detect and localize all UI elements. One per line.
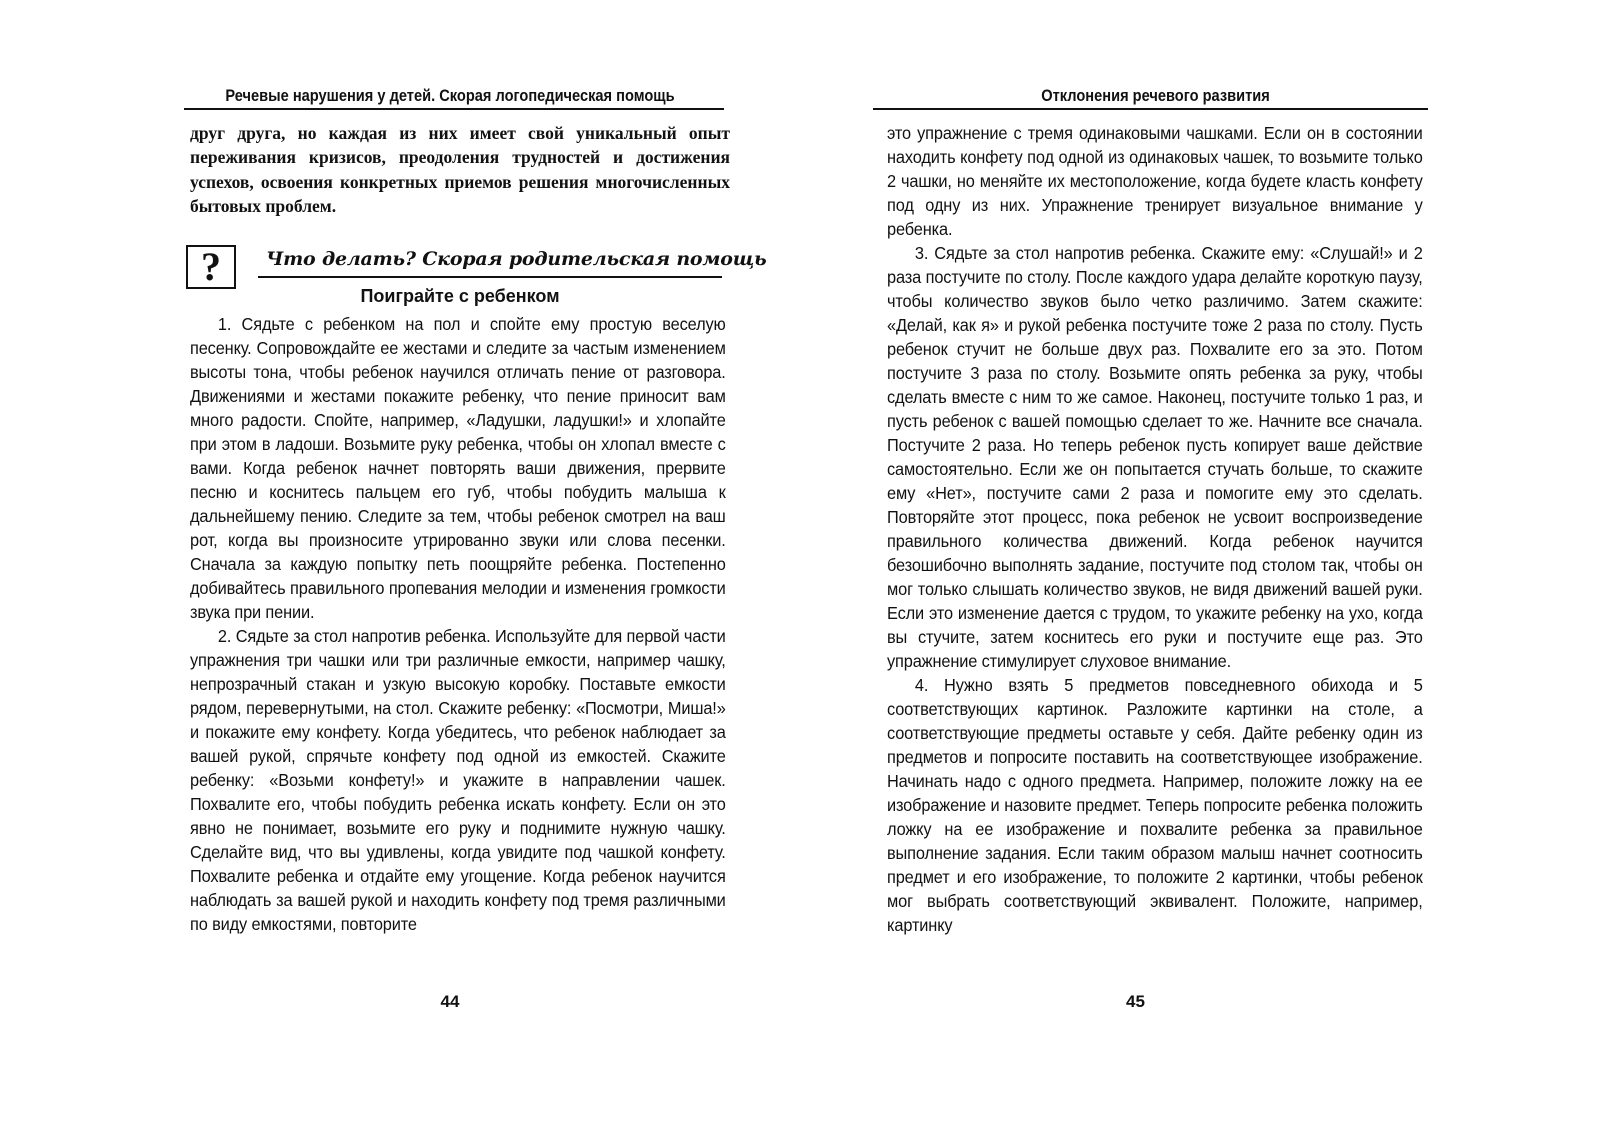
page-number: 44	[440, 992, 460, 1011]
paragraph: 2. Сядьте за стол напротив ребенка. Используйте для первой части упражнения три чашки или три различные емкости, например чашку, непрозрачный стакан и узкую высокую коробку. Поставьте емкости рядом, перевернутыми, на стол. Скажите ребенку: «Посмотри, Миша!» и покажите ему конфету. Когда убедитесь, что ребенок наблюдает за вашей рукой, спрячьте конфету под одной из емкостей. Скажите ребенку: «Возьми конфету!» и укажите в направлении чашек. Похвалите его, чтобы побудить ребенка искать конфету. Если он это явно не понимает, возьмите его руку и поднимите нужную чашку. Сделайте вид, что вы удивлены, когда увидите под чашкой конфету. Похвалите ребенка и отдайте ему угощение. Когда ребенок научится наблюдать за вашей рукой и находить конфету под тремя различными по виду емкостями, повторите	[190, 626, 726, 934]
header-rule	[184, 108, 724, 110]
section-title-rule	[258, 276, 722, 278]
paragraph: 1. Сядьте с ребенком на пол и спойте ему простую веселую песенку. Сопровождайте ее жестами и следите за частым изменением высоты тона, чтобы ребенок научился отличать пение от разговора. Движениями и жестами покажите ребенку, что пение приносит вам много радости. Спойте, например, «Ладушки, ладушки!» и хлопайте при этом в ладоши. Возьмите руку ребенка, чтобы он хлопал вместе с вами. Когда ребенок начнет повторять ваши движения, прервите песню и коснитесь пальцем его губ, чтобы побудить малыша к дальнейшему пению. Следите за тем, чтобы ребенок смотрел на ваш рот, когда вы произносите утрированно звуки или слова песенки. Сначала за каждую попытку петь поощряйте ребенка. Постепенно добивайтесь правильного пропевания мелодии и изменения громкости звука при пении.	[190, 314, 726, 622]
section-title: Что делать? Скорая родительская помощь	[266, 248, 767, 270]
paragraph: 3. Сядьте за стол напротив ребенка. Скажите ему: «Слушай!» и 2 раза постучите по столу. После каждого удара делайте короткую паузу, чтобы количество звуков было четко различимо. Затем скажите: «Делай, как я» и рукой ребенка постучите тоже 2 раза по столу. Пусть ребенок стучит не больше двух раз. Похвалите его за это. Потом постучите 3 раза по столу. Возьмите опять ребенка за руку, чтобы сделать вместе с ним то же самое. Наконец, постучите только 1 раз, и пусть ребенок с вашей помощью сделает то же. Начните все сначала. Постучите 2 раза. Но теперь ребенок пусть копирует ваше действие самостоятельно. Если же он попытается стучать больше, то скажите ему «Нет», постучите сами 2 раза и помогите ему это сделать. Повторяйте этот процесс, пока ребенок не усвоит воспроизведение правильного количества движений. Когда ребенок научится безошибочно выполнять задание, постучите под столом так, чтобы он мог только слышать количество звуков, не видя движений вашей руки. Если это изменение дается с трудом, то укажите ребенку на ухо, когда вы стучите, затем коснитесь его руки и постучите еще раз. Это упражнение стимулирует слуховое внимание.	[887, 243, 1423, 671]
running-head: Речевые нарушения у детей. Скорая логопедическая помощь	[225, 86, 675, 105]
left-page	[190, 0, 767, 1132]
page-number: 45	[1126, 992, 1145, 1011]
intro-paragraph: друг друга, но каждая из них имеет свой уникальный опыт переживания кризисов, преодоления трудностей и достижения успехов, освоения конкретных приемов решения многочисленных бытовых проблем.	[190, 123, 730, 217]
running-head: Отклонения речевого развития	[1041, 86, 1270, 105]
right-page	[887, 0, 1424, 1132]
body-text	[887, 121, 1423, 937]
body-text	[190, 312, 726, 936]
paragraph: это упражнение с тремя одинаковыми чашками. Если он в состоянии находить конфету под одной из одинаковых чашек, то возьмите только 2 чашки, но меняйте их местоположение, когда будете класть конфету под одну из них. Упражнение тренирует визуальное внимание у ребенка.	[887, 123, 1423, 239]
subheading: Поиграйте с ребенком	[360, 286, 560, 306]
header-rule	[873, 108, 1428, 110]
question-mark-icon: ?	[186, 245, 236, 289]
paragraph: 4. Нужно взять 5 предметов повседневного обихода и 5 соответствующих картинок. Разложите картинки на столе, а соответствующие предметы оставьте у себя. Дайте ребенку один из предметов и попросите поставить на соответствующее изображение. Начинать надо с одного предмета. Например, положите ложку на ее изображение и назовите предмет. Теперь попросите ребенка положить ложку на ее изображение и похвалите ребенка за правильное выполнение задания. Если таким образом малыш начнет соотносить предмет и его изображение, то положите 2 картинки, чтобы ребенок мог выбрать соответствующий эквивалент. Положите, например, картинку	[887, 675, 1423, 935]
